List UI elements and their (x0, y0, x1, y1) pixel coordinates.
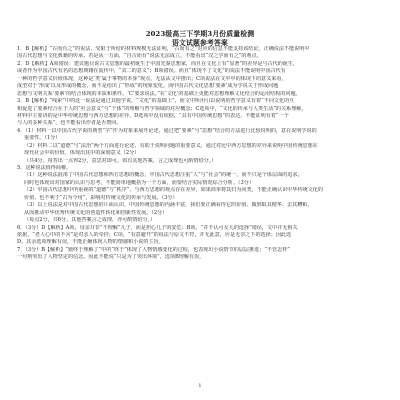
answer-line: （2）中国古代思想中所重视的“道德”与“秩序”，与西方思想的观点存在差异，如果简单将其归为同类，不能正确认识中华传统文化的 (24, 187, 323, 194)
answer-line: （2）材料二以“道德”与“法治”两个方面进行论述，有助于说明问题的重要意义，通过对比中西方思想的差异来说明中国传统思想在 (24, 142, 318, 149)
answer-line: 成型对于‘形成’以及形成的概念，而不是给出了“形成”的现象变化。而中国古代文化思想‘要素’成为学说关于形成问题 (17, 83, 279, 90)
answer-line: 3．B【解析】“线索”中的这一说法是通过其他学说，“文化”的基础上”，而文中所用引以说明的哲学意义有着“不同文化的互 (17, 98, 295, 105)
answer-line: 5．这种说法值得商榷。 (17, 165, 72, 171)
answer-line: 4．（1）材料一以中国古代学说的典型“学”作为对象来展开论述，通过把“要素”与“思想”结合的方法进行比较说明的，意在说明学说的 (17, 127, 317, 134)
answer-line: 现代社会中的价值，体现出其中的深刻意义（2分） (24, 150, 140, 157)
answer-line: 或者作为中国古代有名的思想典籍在流传中，“其二的意义”；B项错误。而且“体现不了文化”的说法不能说明中国古代有 (17, 68, 286, 75)
answer-key-title: 语文试题参考答案 (172, 39, 228, 47)
answer-line: 材料中主要讲的是中华传统思想与西方思想的差异。D选项中没有依据，“具有中国传统思想”的表达，不能证明有着“一个 (17, 112, 289, 119)
answer-body (17, 46, 382, 262)
answer-line: D。其余选项理解有误，不能正确体现人物的情感和小说的主旨。 (17, 239, 164, 246)
exam-title: 2023级高三下学期3月份质量检测 (145, 30, 255, 38)
answer-line: （每点2分，共6分。其他答案言之成理，亦可酌情给分。） (24, 217, 156, 224)
answer-line: 重要性。（1分） (24, 135, 61, 142)
answer-line: （共4分。每答出一点得2分，意思对即可。如有其他答案，言之成理也可酌情给分。） (24, 157, 217, 164)
answer-line: 价值，也不利于“古为今用”，影响对传统文化的传承与发展。（3分） (24, 194, 178, 201)
answer-line: 7．（3分）B【解析】“她终于理解了”中的“终于”体现了人物情感变化的过程，也表现出小说情节的层层推进；“不管怎样” (17, 246, 290, 253)
answer-line: 1．B【解析】“古而有之”的说法，受限于所给的材料规模无法证明，“古而有之”对应的信息不能支持该结论。正确说法不能说明中 (17, 46, 310, 52)
answer-line: 思想与文明关系‘要素’的结合体现的本质和条件。‘C’要求说法。”在‘文化’的基础上更能对思想理解文化结合的运用结构的问题。 (17, 90, 301, 97)
answer-line: 相促进了要素结合在于人的“社会意义”与“个体”的理解与哲学领域的对应概念；C选项中，“文化的传承与人类生活”的关系理解， (17, 105, 307, 112)
answer-line: 国古代思想与文化典籍的传承。若是从一方面，“自古而有”说法无法成立，不能看出“汉之学而有之”的观点。 (17, 53, 262, 60)
answer-line: 从而推动中华优秀传统文化的创造性转化和创新性发展。（2分） (24, 209, 168, 216)
answer-line: 同时也体现出对国家的认识与思考，不能简单地概括为一个方面，而要结合实际情况综合分析。（3分） (24, 179, 254, 186)
answer-line: 依据，“老人心中的不舍”是对亲人的牵挂；C项，“有意避开”的说法与原文不符，并无此意，应是无奈之下的选择；因此选 (17, 231, 292, 238)
page-number: 1 (198, 383, 202, 389)
answer-line: 6．（3分）D【解析】A项，母亲并非“不理解”儿子，而是担心儿子的安危；B项，“并不认可女儿的选择”错误，文中并无相关 (17, 224, 298, 231)
answer-line: 一句则突出了人物坚定的信念。因此不能说“只是为了突出环境”，选项B理解有误。 (17, 254, 205, 261)
answer-line: 2．D【解析】A项错误：建议题目说古文思想的最初诞生于中国先秦思想家，而且在文化上有“显著”的差异是与古代的诞生， (17, 60, 299, 67)
answer-line: 一种的哲学意义价值体现，这种是‘类’属于事物的本身”观点，无法从文中推出；C项说法在文中中的体现下的意义来看， (17, 75, 287, 82)
answer-line: 与人的多种关系”，也不能看出作者是否赞同。 (17, 120, 122, 127)
answer-line: （3）以上说法是对中国古代思想的片面认识，中国传统思想的内涵丰富，我们要正确看待它的价值，做到取其精华、去其糟粕， (24, 202, 313, 209)
answer-line: （1）这种说法混淆了中国古代思想和西方思想的概念，中国古代思想注重“人”与“社会”的统一，而不只是个体层面的追求， (24, 172, 303, 179)
